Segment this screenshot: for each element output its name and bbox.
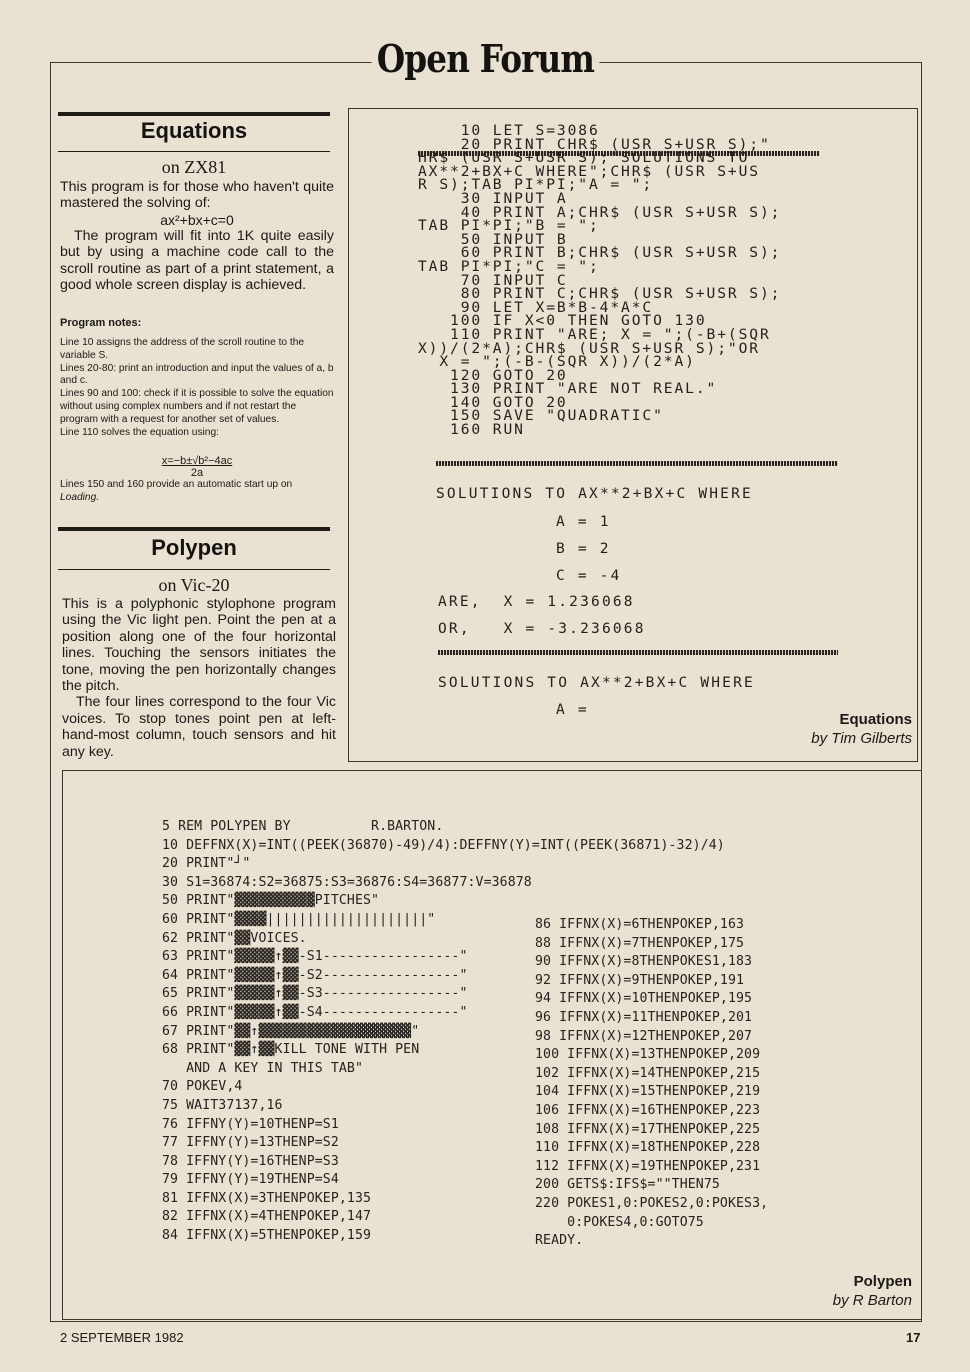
equations-subtitle: on ZX81 <box>161 157 227 177</box>
code-line: 75 WAIT37137,16 <box>162 1097 283 1113</box>
code-line: 50 INPUT B <box>418 230 568 248</box>
code-line: 60 PRINT"▓▓▓▓||||||||||||||||||||" <box>162 911 436 927</box>
note-line: Line 110 solves the equation using: <box>60 426 219 438</box>
polypen-credit <box>833 1272 912 1310</box>
polypen-body-1: This is a polyphonic stylophone program using the Vic light pen. Point the pen at a position along one of the four horizontal lines. Touching the sensors initiates the tone, moving the pen horizontally changes the pitch. <box>62 596 336 695</box>
code-line: 70 POKEV,4 <box>162 1079 243 1095</box>
code-line: TAB PI*PI;"C = "; <box>418 257 600 275</box>
code-line: 160 RUN <box>418 421 525 439</box>
equations-formula: ax²+bx+c=0 <box>160 212 234 228</box>
code-line: 150 SAVE "QUADRATIC" <box>418 407 664 425</box>
equations-body <box>60 228 334 294</box>
output1-c: C = -4 <box>556 568 622 584</box>
program-notes-heading: Program notes: <box>60 317 142 329</box>
masthead-title: Open Forum <box>371 36 599 81</box>
code-line: 68 PRINT"▓▓↑▓▓KILL TONE WITH PEN <box>162 1042 420 1058</box>
polypen-title: Polypen <box>151 535 237 560</box>
zx81-listing <box>418 124 781 437</box>
notes-end-text: Lines 150 and 160 provide an automatic start up on <box>60 479 293 490</box>
code-line: AND A KEY IN THIS TAB" <box>162 1060 363 1076</box>
screen-hatch-line <box>436 461 838 466</box>
code-line: 98 IFFNX(X)=12THENPOKEP,207 <box>535 1028 753 1044</box>
equations-intro-text: This program is for those who haven't quite mastered the solving of: <box>60 179 334 212</box>
code-line: 104 IFFNX(X)=15THENPOKEP,219 <box>535 1084 761 1100</box>
note-line: Lines 90 and 100: check if it is possible to solve the equation without using complex numbers and if not restart the program with a request for another set of values. <box>60 388 334 425</box>
code-line: X))/(2*A);CHR$ (USR S+USR S);"OR <box>418 339 760 357</box>
code-line: 67 PRINT"▓▓↑▓▓▓▓▓▓▓▓▓▓▓▓▓▓▓▓▓▓▓" <box>162 1023 420 1039</box>
code-line: 70 INPUT C <box>418 271 568 289</box>
code-line: 10 LET S=3086 <box>418 122 600 139</box>
solve-formula <box>60 455 334 479</box>
equations-credit-author: by Tim Gilberts <box>811 730 912 747</box>
code-line: 62 PRINT"▓▓VOICES. <box>162 930 307 946</box>
code-line: 120 GOTO 20 <box>418 366 568 384</box>
output1-b: B = 2 <box>556 541 611 557</box>
code-line: 130 PRINT "ARE NOT REAL." <box>418 380 718 398</box>
program-notes-end <box>60 479 334 505</box>
code-line: 82 IFFNX(X)=4THENPOKEP,147 <box>162 1209 372 1225</box>
code-line: 96 IFFNX(X)=11THENPOKEP,201 <box>535 1009 753 1025</box>
polypen-title-rule <box>58 569 330 570</box>
code-line: 10 DEFFNX(X)=INT((PEEK(36870)-49)/4):DEFFNY(Y)=INT((PEEK(36871)-32)/4) <box>162 837 725 853</box>
polypen-top-rule <box>58 527 330 531</box>
solve-denominator: 2a <box>190 467 204 479</box>
code-line: 20 PRINT CHR$ (USR S+USR S);" <box>418 135 771 153</box>
output2-a: A = <box>556 702 589 718</box>
code-line: 0:POKES4,0:GOTO75 <box>535 1214 704 1230</box>
code-line: 88 IFFNX(X)=7THENPOKEP,175 <box>535 935 745 951</box>
code-line: 64 PRINT"▓▓▓▓▓↑▓▓-S2-----------------" <box>162 967 468 983</box>
code-line: 106 IFFNX(X)=16THENPOKEP,223 <box>535 1102 761 1118</box>
code-line: 50 PRINT"▓▓▓▓▓▓▓▓▓▓PITCHES" <box>162 893 380 909</box>
code-line: 40 PRINT A;CHR$ (USR S+USR S); <box>418 203 782 221</box>
code-line: R S);TAB PI*PI;"A = "; <box>418 176 654 194</box>
code-line: 76 IFFNY(Y)=10THENP=S1 <box>162 1116 339 1132</box>
code-line: 90 LET X=B*B-4*A*C <box>418 298 654 316</box>
code-line: 79 IFFNY(Y)=19THENP=S4 <box>162 1172 339 1188</box>
code-line: 110 IFFNX(X)=18THENPOKEP,228 <box>535 1140 761 1156</box>
code-line: 94 IFFNX(X)=10THENPOKEP,195 <box>535 991 753 1007</box>
program-notes <box>60 337 334 439</box>
code-line: READY. <box>535 1233 584 1249</box>
polypen-credit-title: Polypen <box>853 1273 912 1290</box>
screen-hatch-line <box>438 650 838 655</box>
equations-body-text: The program will fit into 1K quite easily but by using a machine code call to the scroll routine as part of a print statement, a good whole screen display is achieved. <box>60 228 334 294</box>
code-line: 66 PRINT"▓▓▓▓▓↑▓▓-S4-----------------" <box>162 1004 468 1020</box>
masthead <box>0 36 970 81</box>
code-line: 140 GOTO 20 <box>418 393 568 411</box>
code-line: 112 IFFNX(X)=19THENPOKEP,231 <box>535 1158 761 1174</box>
output1-result-2: OR, X = -3.236068 <box>438 621 646 637</box>
code-line: 5 REM POLYPEN BY R.BARTON. <box>162 819 444 834</box>
code-line: 78 IFFNY(Y)=16THENP=S3 <box>162 1153 339 1169</box>
code-line: 30 S1=36874:S2=36875:S3=36876:S4=36877:V=36878 <box>162 874 532 890</box>
equations-credit <box>811 710 912 748</box>
code-line: 81 IFFNX(X)=3THENPOKEP,135 <box>162 1190 372 1206</box>
note-line: Line 10 assigns the address of the scroll routine to the variable S. <box>60 337 305 361</box>
code-line: 86 IFFNX(X)=6THENPOKEP,163 <box>535 917 745 932</box>
code-line: 30 INPUT A <box>418 189 568 207</box>
code-line: 20 PRINT"┘" <box>162 856 251 872</box>
equations-credit-title: Equations <box>839 711 912 728</box>
polypen-body <box>62 596 336 760</box>
notes-end-italic: Loading. <box>60 491 100 503</box>
code-line: 65 PRINT"▓▓▓▓▓↑▓▓-S3-----------------" <box>162 986 468 1002</box>
output1-result-1: ARE, X = 1.236068 <box>438 594 635 610</box>
note-line: Lines 20-80: print an introduction and input the values of a, b and c. <box>60 362 334 387</box>
polypen-subtitle: on Vic-20 <box>158 575 230 595</box>
code-line: 100 IF X<0 THEN GOTO 130 <box>418 312 707 330</box>
code-line: 77 IFFNY(Y)=13THENP=S2 <box>162 1135 339 1151</box>
code-line: X = ";(-B-(SQR X))/(2*A) <box>418 353 696 371</box>
polypen-credit-author: by R Barton <box>832 1292 912 1309</box>
equations-top-rule <box>58 112 330 116</box>
code-line: AX**2+BX+C WHERE";CHR$ (USR S+US <box>418 162 760 180</box>
code-line: 60 PRINT B;CHR$ (USR S+USR S); <box>418 244 782 262</box>
footer-date: 2 SEPTEMBER 1982 <box>60 1330 184 1345</box>
vic20-listing-right <box>535 916 768 1251</box>
output1-heading: SOLUTIONS TO AX**2+BX+C WHERE <box>436 486 753 502</box>
code-line: TAB PI*PI;"B = "; <box>418 217 600 235</box>
code-line: 108 IFFNX(X)=17THENPOKEP,225 <box>535 1121 761 1137</box>
code-line: 100 IFFNX(X)=13THENPOKEP,209 <box>535 1047 761 1063</box>
code-line: HR$ (USR S+USR S);"SOLUTIONS TO <box>418 149 750 167</box>
code-line: 92 IFFNX(X)=9THENPOKEP,191 <box>535 972 745 988</box>
code-line: 90 IFFNX(X)=8THENPOKES1,183 <box>535 954 753 970</box>
code-line: 110 PRINT "ARE; X = ";(-B+(SQR <box>418 325 771 343</box>
output1-a: A = 1 <box>556 514 611 530</box>
code-line: 84 IFFNX(X)=5THENPOKEP,159 <box>162 1228 372 1244</box>
code-line: 102 IFFNX(X)=14THENPOKEP,215 <box>535 1065 761 1081</box>
equations-title: Equations <box>140 118 248 143</box>
code-line: 63 PRINT"▓▓▓▓▓↑▓▓-S1-----------------" <box>162 949 468 965</box>
code-line: 220 POKES1,0:POKES2,0:POKES3, <box>535 1195 769 1211</box>
output2-heading: SOLUTIONS TO AX**2+BX+C WHERE <box>438 675 755 691</box>
page-number: 17 <box>906 1330 921 1345</box>
equations-intro <box>60 179 334 212</box>
solve-numerator: x=−b±√b²−4ac <box>161 455 233 467</box>
code-line: 80 PRINT C;CHR$ (USR S+USR S); <box>418 285 782 303</box>
equations-title-rule <box>58 151 330 152</box>
polypen-body-2: The four lines correspond to the four Vic voices. To stop tones point pen at left-hand-most column, touch sensors and hit any key. <box>62 694 336 760</box>
code-line: 200 GETS$:IFS$=""THEN75 <box>535 1177 720 1193</box>
